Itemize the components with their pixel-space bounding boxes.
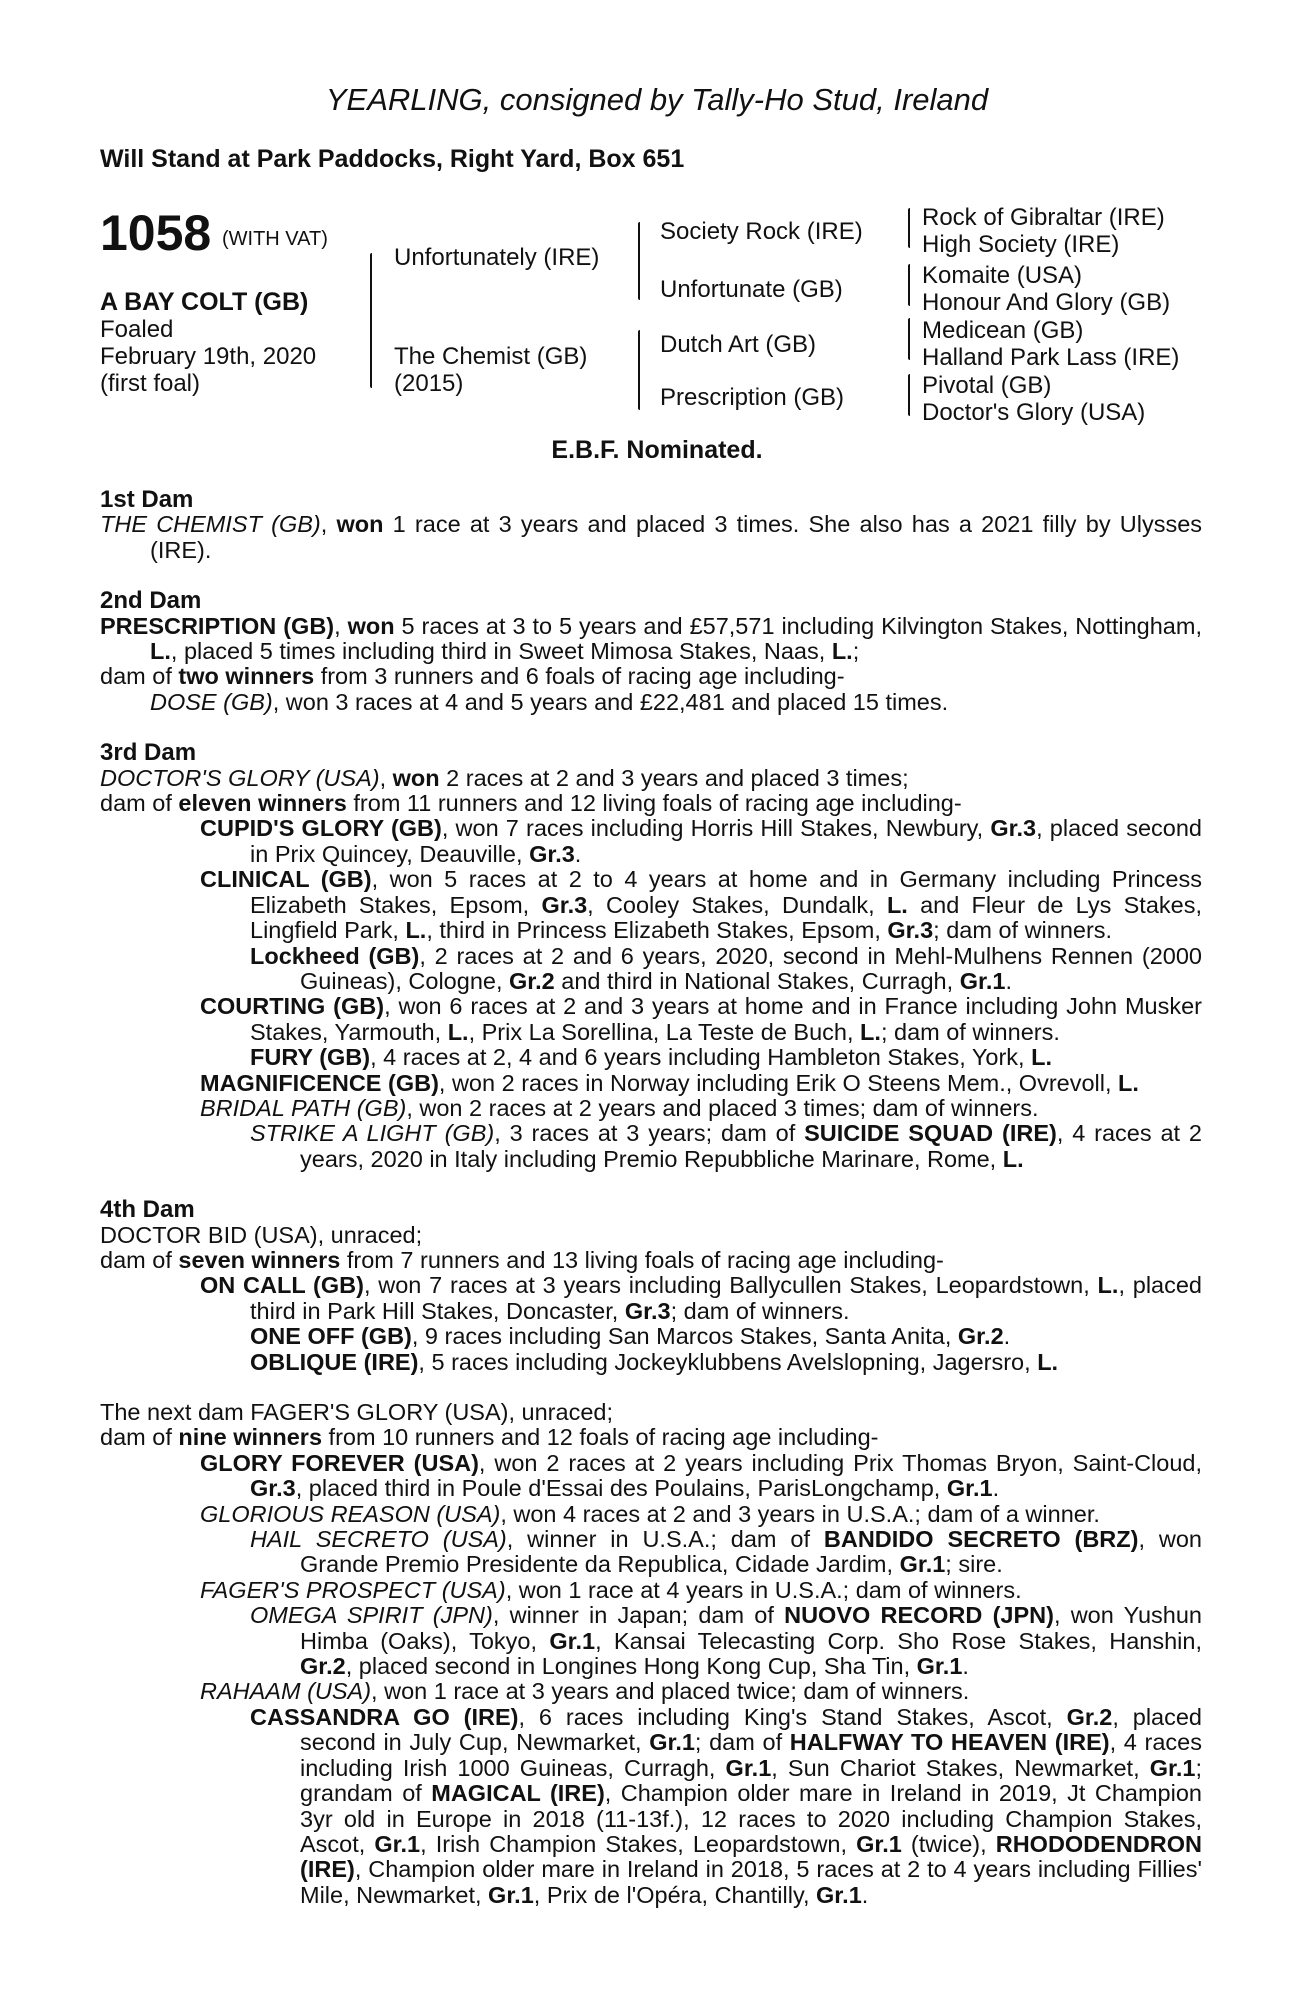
foaling-date: February 19th, 2020	[100, 343, 317, 370]
fourth-dam-block	[0, 1223, 1314, 1375]
next-dam-block	[0, 1400, 1314, 1908]
dam-year: (2015)	[394, 370, 464, 397]
pedigree-brace-dam	[638, 330, 640, 410]
catalogue-entry: dam of eleven winners from 11 runners and 12 living foals of racing age including-	[100, 790, 962, 817]
pedigree-brace-main	[370, 253, 372, 388]
pedigree-brace-sire	[638, 222, 640, 300]
catalogue-entry: GLORIOUS REASON (USA), won 4 races at 2 and 3 years in U.S.A.; dam of a winner.	[200, 1500, 1100, 1527]
sire-sire: Society Rock (IRE)	[660, 218, 863, 245]
ebf-nomination: E.B.F. Nominated.	[551, 436, 763, 464]
gen3-5: Medicean (GB)	[922, 317, 1084, 344]
catalogue-entry: CUPID'S GLORY (GB), won 7 races including Horris Hill Stakes, Newbury, Gr.3, placed second in Prix Quincey, Deauville, Gr.3.	[200, 815, 1202, 867]
catalogue-entry: DOCTOR'S GLORY (USA), won 2 races at 2 and 3 years and placed 3 times;	[100, 764, 909, 791]
catalogue-entry: GLORY FOREVER (USA), won 2 races at 2 years including Prix Thomas Bryon, Saint-Cloud, Gr.3, placed third in Poule d'Essai des Poulains, ParisLongchamp, Gr.1.	[200, 1449, 1203, 1502]
catalogue-entry: DOCTOR BID (USA), unraced;	[100, 1221, 423, 1248]
pedigree-brace-g3b	[908, 264, 910, 306]
catalogue-body	[0, 487, 1314, 1908]
catalogue-entry: OMEGA SPIRIT (JPN), winner in Japan; dam of NUOVO RECORD (JPN), won Yushun Himba (Oaks), Tokyo, Gr.1, Kansai Telecasting Corp. Sho Rose Stakes, Hanshin, Gr.2, placed second in Longines Hong Kong Cup, Sha Tin, Gr.1.	[250, 1602, 1203, 1680]
pedigree-brace-g3a	[908, 208, 910, 248]
dam-dam: Prescription (GB)	[660, 384, 845, 411]
catalogue-entry: MAGNIFICENCE (GB), won 2 races in Norway including Erik O Steens Mem., Ovrevoll, L.	[200, 1069, 1139, 1096]
foal-order: (first foal)	[100, 370, 201, 397]
gen3-8: Doctor's Glory (USA)	[922, 399, 1146, 426]
vat-note: (WITH VAT)	[222, 228, 328, 250]
catalogue-entry: CLINICAL (GB), won 5 races at 2 to 4 years at home and in Germany including Princess Elizabeth Stakes, Epsom, Gr.3, Cooley Stakes, Dundalk, L. and Fleur de Lys Stakes, Lingfield Park, L., third in Princess Elizabeth Stakes, Epsom, Gr.3; dam of winners.	[200, 866, 1202, 944]
pedigree-brace-g3c	[908, 318, 910, 360]
catalogue-entry: HAIL SECRETO (USA), winner in U.S.A.; dam of BANDIDO SECRETO (BRZ), won Grande Premio Presidente da Republica, Cidade Jardim, Gr.1; sire.	[250, 1526, 1202, 1578]
sire-name: Unfortunately (IRE)	[394, 244, 600, 271]
sire-dam: Unfortunate (GB)	[660, 276, 843, 303]
catalogue-entry: Lockheed (GB), 2 races at 2 and 6 years, 2020, second in Mehl-Mulhens Rennen (2000 Guineas), Cologne, Gr.2 and third in National Stakes, Curragh, Gr.1.	[250, 942, 1202, 994]
consignor-header: YEARLING, consigned by Tally-Ho Stud, Ireland	[325, 82, 989, 117]
catalogue-entry: STRIKE A LIGHT (GB), 3 races at 3 years; dam of SUICIDE SQUAD (IRE), 4 races at 2 years, 2020 in Italy including Premio Repubbliche Marinare, Rome, L.	[250, 1120, 1202, 1172]
gen3-1: Rock of Gibraltar (IRE)	[922, 204, 1165, 231]
first-dam-heading: 1st Dam	[100, 486, 194, 513]
gen3-4: Honour And Glory (GB)	[922, 289, 1171, 316]
stand-location: Will Stand at Park Paddocks, Right Yard, Box 651	[100, 145, 685, 173]
catalogue-entry: PRESCRIPTION (GB), won 5 races at 3 to 5 years and £57,571 including Kilvington Stakes, Nottingham, L., placed 5 times including third in Sweet Mimosa Stakes, Naas, L.;	[100, 612, 1202, 665]
catalogue-entry: CASSANDRA GO (IRE), 6 races including King's Stand Stakes, Ascot, Gr.2, placed second in July Cup, Newmarket, Gr.1; dam of HALFWAY TO HEAVEN (IRE), 4 races including Irish 1000 Guineas, Curragh, Gr.1, Sun Chariot Stakes, Newmarket, Gr.1; grandam of MAGICAL (IRE), Champion older mare in Ireland in 2019, Jt Champion 3yr old in Europe in 2018 (11-13f.), 12 races to 2020 including Champion Stakes, Ascot, Gr.1, Irish Champion Stakes, Leopardstown, Gr.1 (twice), RHODODENDRON (IRE), Champion older mare in Ireland in 2018, 5 races at 2 to 4 years including Fillies' Mile, Newmarket, Gr.1, Prix de l'Opéra, Chantilly, Gr.1.	[250, 1703, 1203, 1908]
dam-name: The Chemist (GB)	[394, 343, 588, 370]
horse-description: A BAY COLT (GB)	[100, 288, 309, 316]
catalogue-entry: BRIDAL PATH (GB), won 2 races at 2 years and placed 3 times; dam of winners.	[200, 1094, 1039, 1121]
third-dam-block	[0, 766, 1314, 1173]
catalogue-entry: ON CALL (GB), won 7 races at 3 years including Ballycullen Stakes, Leopardstown, L., placed third in Park Hill Stakes, Doncaster, Gr.3; dam of winners.	[200, 1272, 1203, 1324]
lot-number: 1058	[100, 205, 212, 261]
dam-sire: Dutch Art (GB)	[660, 331, 817, 358]
first-dam-text: THE CHEMIST (GB), won 1 race at 3 years and placed 3 times. She also has a 2021 filly by Ulysses (IRE).	[100, 511, 1203, 563]
catalogue-entry: ONE OFF (GB), 9 races including San Marcos Stakes, Santa Anita, Gr.2.	[250, 1323, 1011, 1350]
catalogue-entry: The next dam FAGER'S GLORY (USA), unraced;	[100, 1399, 613, 1425]
second-dam-heading: 2nd Dam	[100, 587, 202, 615]
foaled-label: Foaled	[100, 316, 174, 343]
third-dam-heading: 3rd Dam	[100, 739, 197, 767]
catalogue-entry: FURY (GB), 4 races at 2, 4 and 6 years including Hambleton Stakes, York, L.	[250, 1044, 1052, 1071]
catalogue-entry: dam of seven winners from 7 runners and 13 living foals of racing age including-	[100, 1246, 944, 1273]
catalogue-entry: dam of nine winners from 10 runners and 12 foals of racing age including-	[100, 1424, 879, 1451]
fourth-dam-heading: 4th Dam	[100, 1196, 195, 1224]
catalogue-entry: dam of two winners from 3 runners and 6 foals of racing age including-	[100, 663, 845, 690]
catalogue-entry: FAGER'S PROSPECT (USA), won 1 race at 4 years in U.S.A.; dam of winners.	[200, 1576, 1022, 1603]
second-dam-block	[0, 614, 1314, 716]
catalogue-entry: RAHAAM (USA), won 1 race at 3 years and placed twice; dam of winners.	[200, 1678, 970, 1705]
gen3-3: Komaite (USA)	[922, 262, 1083, 289]
pedigree-brace-g3d	[908, 374, 910, 416]
catalogue-entry: DOSE (GB), won 3 races at 4 and 5 years and £22,481 and placed 15 times.	[150, 688, 949, 715]
catalogue-entry: OBLIQUE (IRE), 5 races including Jockeyklubbens Avelslopning, Jagersro, L.	[250, 1348, 1059, 1375]
gen3-6: Halland Park Lass (IRE)	[922, 344, 1180, 371]
gen3-7: Pivotal (GB)	[922, 372, 1052, 399]
catalogue-entry: COURTING (GB), won 6 races at 2 and 3 years at home and in France including John Musker Stakes, Yarmouth, L., Prix La Sorellina, La Teste de Buch, L.; dam of winners.	[200, 993, 1202, 1045]
gen3-2: High Society (IRE)	[922, 231, 1120, 258]
